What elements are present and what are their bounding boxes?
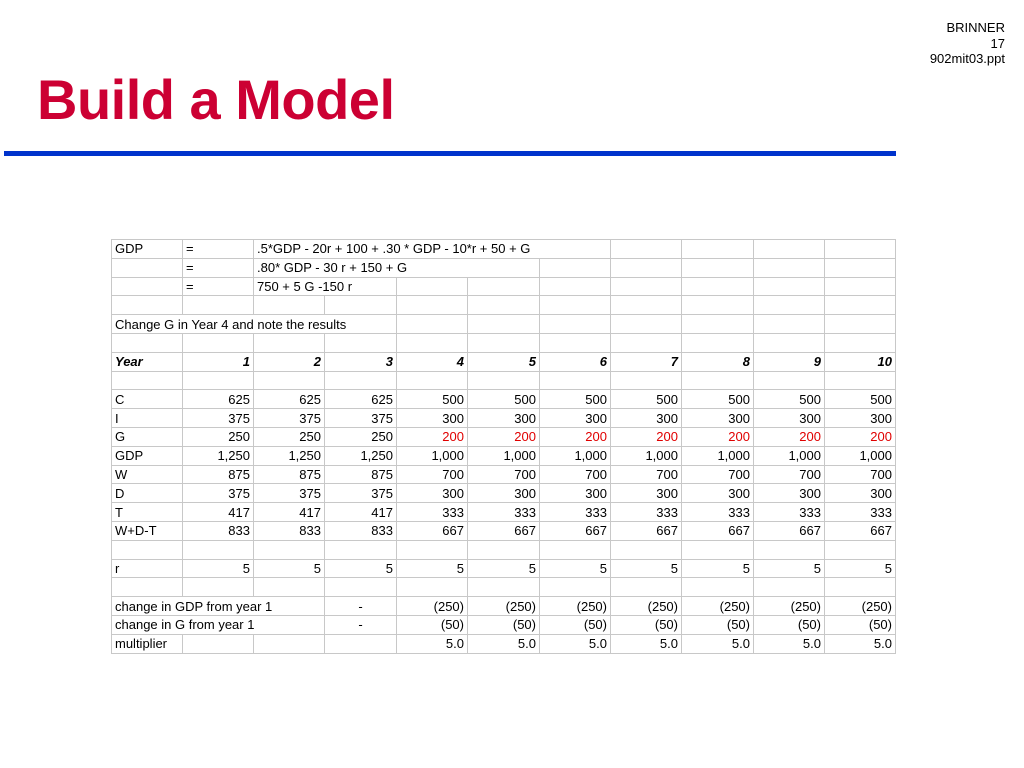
value-cell: 5 [540,559,611,578]
blank-row [112,296,896,315]
value-cell: 250 [325,427,397,446]
value-cell: - [325,597,397,616]
value-cell: 300 [611,484,682,503]
value-cell: 333 [468,503,540,522]
empty-cell [682,371,754,390]
empty-cell [682,540,754,559]
empty-cell [682,333,754,352]
empty-cell [682,296,754,315]
value-cell: 667 [825,521,896,540]
row-label: change in G from year 1 [112,615,325,634]
empty-cell [825,296,896,315]
empty-cell [754,333,825,352]
empty-cell [112,540,183,559]
value-cell: 833 [183,521,254,540]
empty-cell [682,258,754,277]
equation-expression: 750 + 5 G -150 r [254,277,397,296]
empty-cell [754,240,825,259]
empty-cell [611,540,682,559]
value-cell: 1,000 [611,446,682,465]
data-row-i [112,409,896,428]
value-cell: 1,250 [183,446,254,465]
data-row-t [112,503,896,522]
empty-cell [611,258,682,277]
year-5: 5 [468,352,540,371]
blank-row [112,540,896,559]
value-cell: 300 [397,484,468,503]
year-1: 1 [183,352,254,371]
value-cell: (50) [540,615,611,634]
value-cell: 375 [325,484,397,503]
empty-cell [325,333,397,352]
slide-corner-info [930,20,1005,67]
empty-cell [183,296,254,315]
row-label: change in GDP from year 1 [112,597,325,616]
value-cell: 333 [540,503,611,522]
value-cell: 333 [825,503,896,522]
empty-cell [397,333,468,352]
empty-cell [825,277,896,296]
value-cell: 200 [540,427,611,446]
empty-cell [754,371,825,390]
value-cell: 500 [825,390,896,409]
value-cell: 300 [468,409,540,428]
empty-cell [254,333,325,352]
empty-cell [325,296,397,315]
value-cell: 500 [754,390,825,409]
empty-cell [468,315,540,334]
change-row [112,597,896,616]
value-cell: 333 [754,503,825,522]
empty-cell [540,578,611,597]
value-cell: (250) [682,597,754,616]
value-cell: 500 [468,390,540,409]
value-cell: 700 [682,465,754,484]
empty-cell [825,540,896,559]
row-label: GDP [112,446,183,465]
file-name: 902mit03.ppt [929,51,1005,66]
value-cell: 300 [397,409,468,428]
equation-expression: .80* GDP - 30 r + 150 + G [254,258,540,277]
value-cell: 375 [325,409,397,428]
value-cell: 300 [825,484,896,503]
value-cell: (50) [754,615,825,634]
value-cell: 417 [254,503,325,522]
value-cell: 300 [540,409,611,428]
empty-cell [682,277,754,296]
value-cell: (250) [754,597,825,616]
value-cell: 300 [468,484,540,503]
year-7: 7 [611,352,682,371]
value-cell: 5 [611,559,682,578]
value-cell: 875 [254,465,325,484]
value-cell: 700 [397,465,468,484]
value-cell: 300 [754,409,825,428]
year-label: Year [112,352,183,371]
change-row [112,634,896,653]
empty-cell [754,540,825,559]
data-row-c [112,390,896,409]
value-cell: 417 [183,503,254,522]
value-cell: 200 [468,427,540,446]
row-label: W+D-T [112,521,183,540]
value-cell: 5.0 [611,634,682,653]
note-row [112,315,896,334]
empty-cell [254,578,325,597]
slide-number: 17 [990,35,1005,51]
value-cell [325,634,397,653]
empty-cell [468,578,540,597]
empty-cell [825,240,896,259]
value-cell: 200 [754,427,825,446]
empty-cell [397,277,468,296]
value-cell: 1,000 [468,446,540,465]
value-cell: 250 [254,427,325,446]
value-cell: 667 [540,521,611,540]
empty-cell [397,540,468,559]
slide-title: Build a Model [37,68,395,131]
instruction-note: Change G in Year 4 and note the results [112,315,397,334]
row-label: r [112,559,183,578]
row-label: T [112,503,183,522]
value-cell: 700 [611,465,682,484]
value-cell: (250) [825,597,896,616]
empty-cell [825,371,896,390]
empty-cell [112,371,183,390]
value-cell: 375 [183,409,254,428]
empty-cell [112,333,183,352]
empty-cell [611,240,682,259]
empty-cell [254,371,325,390]
value-cell: 700 [540,465,611,484]
value-cell: (50) [682,615,754,634]
empty-cell [682,315,754,334]
value-cell: (50) [611,615,682,634]
value-cell: 1,250 [325,446,397,465]
blank-row [112,371,896,390]
empty-cell [754,578,825,597]
value-cell: 500 [682,390,754,409]
value-cell: 300 [611,409,682,428]
value-cell: 1,000 [682,446,754,465]
empty-cell [825,258,896,277]
value-cell: 1,000 [540,446,611,465]
value-cell: (50) [825,615,896,634]
year-6: 6 [540,352,611,371]
equation-label [112,258,183,277]
empty-cell [397,315,468,334]
value-cell: (250) [611,597,682,616]
value-cell: 667 [468,521,540,540]
empty-cell [611,277,682,296]
empty-cell [183,578,254,597]
value-cell: 1,000 [825,446,896,465]
value-cell: 5 [825,559,896,578]
value-cell: 200 [397,427,468,446]
value-cell: 333 [611,503,682,522]
value-cell: 500 [397,390,468,409]
empty-cell [468,333,540,352]
empty-cell [682,240,754,259]
value-cell: 375 [183,484,254,503]
empty-cell [183,634,254,653]
equation-expression: .5*GDP - 20r + 100 + .30 * GDP - 10*r + 50 + G [254,240,611,259]
data-row-r [112,559,896,578]
blank-row [112,578,896,597]
value-cell: 1,250 [254,446,325,465]
value-cell: 667 [397,521,468,540]
value-cell: 5.0 [825,634,896,653]
empty-cell [754,296,825,315]
value-cell: 333 [682,503,754,522]
empty-cell [754,277,825,296]
value-cell: (250) [540,597,611,616]
empty-cell [611,371,682,390]
year-10: 10 [825,352,896,371]
value-cell: 300 [825,409,896,428]
value-cell: 200 [682,427,754,446]
value-cell: 5 [397,559,468,578]
empty-cell [540,540,611,559]
value-cell: 5 [254,559,325,578]
value-cell: 375 [254,484,325,503]
empty-cell [540,277,611,296]
empty-cell [825,315,896,334]
model-spreadsheet [111,239,896,654]
year-4: 4 [397,352,468,371]
change-row [112,615,896,634]
data-row-g [112,427,896,446]
empty-cell [397,296,468,315]
empty-cell [611,333,682,352]
title-underline [4,151,896,156]
value-cell: 300 [682,409,754,428]
empty-cell [611,296,682,315]
row-label: I [112,409,183,428]
row-label: D [112,484,183,503]
value-cell: 875 [325,465,397,484]
empty-cell [397,578,468,597]
row-label: C [112,390,183,409]
equation-row [112,258,896,277]
equation-label [112,277,183,296]
empty-cell [112,578,183,597]
empty-cell [468,277,540,296]
data-row-gdp [112,446,896,465]
year-2: 2 [254,352,325,371]
value-cell: 667 [682,521,754,540]
empty-cell [254,296,325,315]
equals-sign: = [183,258,254,277]
empty-cell [540,296,611,315]
empty-cell [254,540,325,559]
equation-row [112,240,896,259]
year-8: 8 [682,352,754,371]
value-cell: 300 [754,484,825,503]
empty-cell [325,578,397,597]
value-cell: 5 [682,559,754,578]
value-cell: 200 [825,427,896,446]
value-cell: 833 [325,521,397,540]
value-cell: (50) [468,615,540,634]
value-cell: 5 [325,559,397,578]
author-label: BRINNER [946,20,1005,35]
row-label: multiplier [112,634,183,653]
empty-cell [825,333,896,352]
value-cell: 300 [540,484,611,503]
empty-cell [540,371,611,390]
value-cell: 5 [183,559,254,578]
value-cell: 667 [611,521,682,540]
empty-cell [112,296,183,315]
empty-cell [468,371,540,390]
value-cell: 625 [254,390,325,409]
value-cell: 700 [468,465,540,484]
empty-cell [325,371,397,390]
value-cell: (250) [468,597,540,616]
value-cell: 5.0 [754,634,825,653]
empty-cell [468,296,540,315]
value-cell: 5.0 [468,634,540,653]
data-row-d [112,484,896,503]
empty-cell [254,634,325,653]
empty-cell [825,578,896,597]
empty-cell [540,258,611,277]
empty-cell [611,578,682,597]
empty-cell [183,371,254,390]
value-cell: 625 [325,390,397,409]
value-cell: 5 [468,559,540,578]
value-cell: 625 [183,390,254,409]
blank-row [112,333,896,352]
value-cell: 200 [611,427,682,446]
empty-cell [754,258,825,277]
value-cell: 5.0 [682,634,754,653]
equation-label: GDP [112,240,183,259]
data-row-w [112,465,896,484]
value-cell: 667 [754,521,825,540]
value-cell: 500 [540,390,611,409]
row-label: W [112,465,183,484]
empty-cell [754,315,825,334]
equation-row [112,277,896,296]
value-cell: 833 [254,521,325,540]
value-cell: 5.0 [540,634,611,653]
value-cell: 5 [754,559,825,578]
empty-cell [183,540,254,559]
value-cell: 333 [397,503,468,522]
year-header-row [112,352,896,371]
empty-cell [325,540,397,559]
data-row-w-d-t [112,521,896,540]
value-cell: 5.0 [397,634,468,653]
empty-cell [397,371,468,390]
row-label: G [112,427,183,446]
value-cell: 375 [254,409,325,428]
empty-cell [183,333,254,352]
value-cell: 300 [682,484,754,503]
empty-cell [468,540,540,559]
empty-cell [611,315,682,334]
value-cell: 700 [754,465,825,484]
value-cell: 1,000 [754,446,825,465]
value-cell: 417 [325,503,397,522]
empty-cell [682,578,754,597]
year-3: 3 [325,352,397,371]
value-cell: (50) [397,615,468,634]
value-cell: 1,000 [397,446,468,465]
value-cell: (250) [397,597,468,616]
value-cell: 700 [825,465,896,484]
equals-sign: = [183,277,254,296]
empty-cell [540,315,611,334]
value-cell: 875 [183,465,254,484]
value-cell: 500 [611,390,682,409]
equals-sign: = [183,240,254,259]
value-cell: 250 [183,427,254,446]
year-9: 9 [754,352,825,371]
value-cell: - [325,615,397,634]
empty-cell [540,333,611,352]
